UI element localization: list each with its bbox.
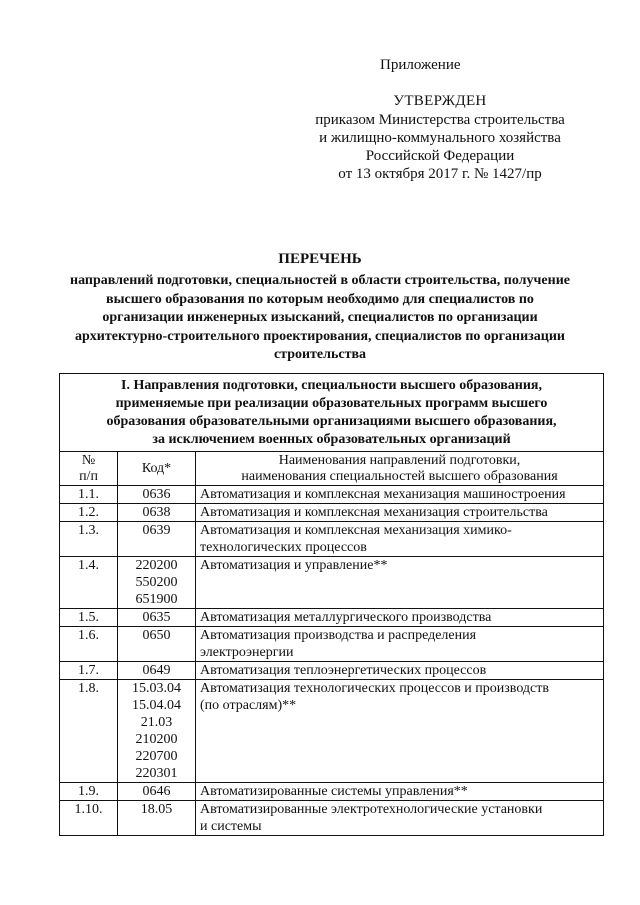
section-header-row	[60, 374, 604, 452]
table-row	[60, 783, 604, 801]
row-code: 210200	[135, 732, 178, 747]
row-name: Автоматизация технологических процессов и производств	[200, 681, 549, 696]
column-header-num	[60, 452, 118, 486]
row-number: 1.2.	[60, 504, 118, 522]
row-number: 1.7.	[60, 662, 118, 680]
row-name-cell	[196, 557, 604, 609]
row-name: и системы	[200, 819, 262, 834]
section-line: применяемые при реализации образовательных программ высшего	[115, 396, 548, 411]
column-header-line: №	[81, 453, 96, 468]
row-name: Автоматизация и комплексная механизация строительства	[200, 505, 548, 520]
row-code: 0635	[142, 610, 171, 625]
row-code-cell	[118, 557, 196, 609]
row-code: 0650	[142, 628, 171, 643]
row-name-cell	[196, 504, 604, 522]
row-code: 0646	[142, 784, 171, 799]
subtitle-line: направлений подготовки, специальностей в области строительства, получение	[70, 273, 570, 288]
row-code: 0636	[142, 487, 171, 502]
table-row	[60, 486, 604, 504]
row-code-cell	[118, 609, 196, 627]
row-name: Автоматизированные системы управления**	[200, 784, 468, 799]
column-header-code: Код*	[118, 452, 196, 486]
row-name: Автоматизация теплоэнергетических процессов	[200, 663, 487, 678]
row-name-cell	[196, 627, 604, 662]
appendix-label: Приложение	[380, 57, 461, 73]
row-code-cell	[118, 801, 196, 836]
row-number: 1.5.	[60, 609, 118, 627]
row-name-cell	[196, 522, 604, 557]
approval-line: от 13 октября 2017 г. № 1427/пр	[338, 166, 542, 182]
row-code: 0639	[142, 523, 171, 538]
row-number: 1.3.	[60, 522, 118, 557]
subtitle-line: высшего образования по которым необходимо для специалистов по	[106, 291, 534, 307]
column-header-row	[60, 452, 604, 486]
table-row	[60, 801, 604, 836]
row-code: 220700	[135, 749, 178, 764]
row-code: 550200	[135, 575, 178, 590]
table-row	[60, 522, 604, 557]
row-code: 21.03	[140, 715, 173, 730]
section-header	[60, 374, 604, 452]
row-name: технологических процессов	[200, 540, 367, 555]
specialties-table	[59, 373, 604, 836]
row-code-cell	[118, 680, 196, 783]
row-code: 220301	[135, 766, 178, 781]
row-name-cell	[196, 680, 604, 783]
table-row	[60, 680, 604, 783]
row-code: 15.04.04	[132, 698, 181, 713]
row-name-cell	[196, 662, 604, 680]
row-name-cell	[196, 609, 604, 627]
row-code: 220200	[135, 558, 178, 573]
subtitle-line: организации инженерных изысканий, специалистов по организации	[102, 310, 538, 326]
row-number: 1.1.	[60, 486, 118, 504]
row-code: 15.03.04	[132, 681, 181, 696]
row-name-cell	[196, 801, 604, 836]
section-line: I. Направления подготовки, специальности высшего образования,	[121, 378, 543, 393]
approval-line: приказом Министерства строительства	[315, 112, 565, 128]
row-code-cell	[118, 783, 196, 801]
row-name: Автоматизация и комплексная механизация химико-	[200, 523, 512, 538]
approval-lines	[290, 111, 590, 183]
table-row	[60, 609, 604, 627]
row-name-cell	[196, 486, 604, 504]
row-name: Автоматизированные электротехнологические установки	[200, 802, 543, 817]
section-line: образования образовательными организациями высшего образования,	[106, 414, 557, 429]
row-code-cell	[118, 486, 196, 504]
row-code-cell	[118, 504, 196, 522]
approval-line: и жилищно-коммунального хозяйства	[319, 130, 561, 146]
row-number: 1.6.	[60, 627, 118, 662]
column-header-name	[196, 452, 604, 486]
row-number: 1.4.	[60, 557, 118, 609]
row-number: 1.9.	[60, 783, 118, 801]
row-name-cell	[196, 783, 604, 801]
row-name: Автоматизация металлургического производства	[200, 610, 492, 625]
table-row	[60, 627, 604, 662]
table-row	[60, 662, 604, 680]
table-row	[60, 504, 604, 522]
document-subtitle	[40, 272, 600, 365]
row-code: 18.05	[140, 802, 173, 817]
subtitle-line: строительства	[273, 347, 367, 363]
approved-label: УТВЕРЖДЕН	[393, 93, 487, 109]
row-name: электроэнергии	[200, 645, 294, 660]
subtitle-line: архитектурно-строительного проектирования, специалистов по организации	[75, 328, 565, 344]
row-code: 0638	[142, 505, 171, 520]
row-number: 1.10.	[60, 801, 118, 836]
table-row	[60, 557, 604, 609]
approval-line: Российской Федерации	[365, 148, 515, 164]
document-title: ПЕРЕЧЕНЬ	[278, 251, 362, 267]
section-line: за исключением военных образовательных организаций	[152, 432, 511, 447]
row-code: 651900	[135, 592, 178, 607]
column-header-line: Наименования направлений подготовки,	[278, 453, 521, 468]
column-header-line: п/п	[79, 469, 98, 484]
row-code-cell	[118, 522, 196, 557]
row-name: Автоматизация и управление**	[200, 558, 388, 573]
row-name: Автоматизация и комплексная механизация машиностроения	[200, 487, 566, 502]
column-header-line: наименования специальностей высшего образования	[241, 469, 558, 484]
row-code-cell	[118, 627, 196, 662]
row-name: Автоматизация производства и распределения	[200, 628, 477, 643]
row-number: 1.8.	[60, 680, 118, 783]
row-name: (по отраслям)**	[200, 698, 297, 713]
row-code-cell	[118, 662, 196, 680]
row-code: 0649	[142, 663, 171, 678]
